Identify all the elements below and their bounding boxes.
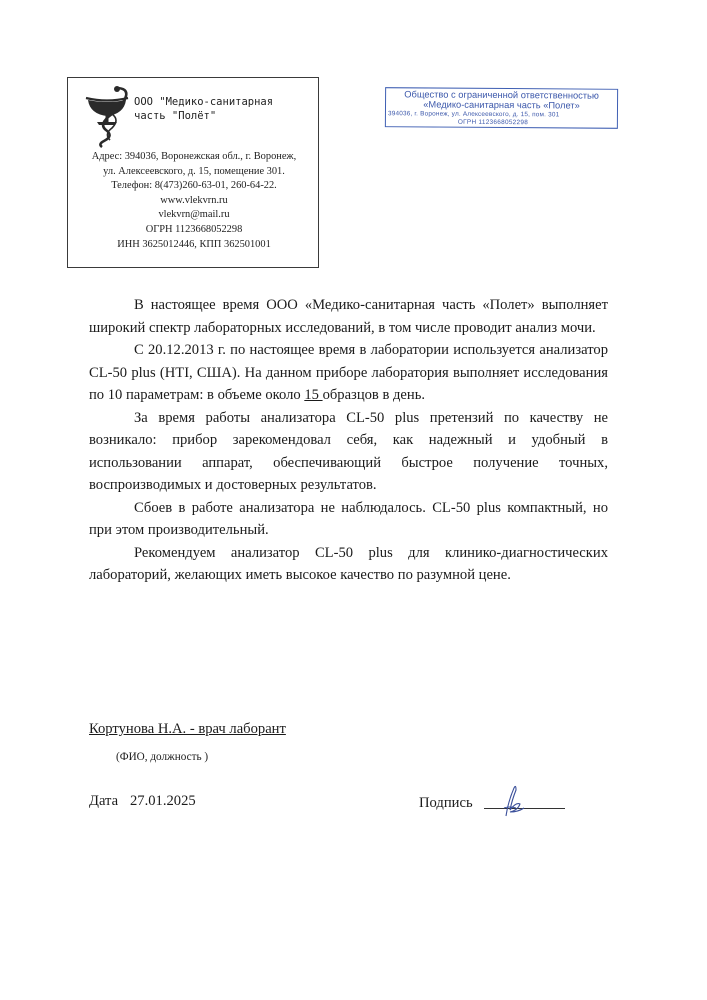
letter-body [89,294,608,587]
paragraph-4: Сбоев в работе анализатора не наблюдалось. CL-50 plus компактный, но при этом производительный. [89,499,608,538]
address-line-2: ул. Алексеевского, д. 15, помещение 301. [103,165,285,177]
email: vlekvrn@mail.ru [158,209,230,221]
stamp-line-2: «Медико-санитарная часть «Полет» [423,99,580,111]
stamp-line-1: Общество с ограниченной ответственностью [404,89,599,101]
letterhead-block [67,77,319,268]
signature-label: Подпись [419,795,473,811]
handwritten-signature [496,778,528,822]
signer-name: Кортунова Н.А. - врач лаборант [89,721,286,737]
inn-kpp: ИНН 3625012446, КПП 362501001 [117,238,271,250]
address-line-1: Адрес: 394036, Воронежская обл., г. Воронеж, [91,151,297,162]
paragraph-2-start: С 20.12.2013 г. по настоящее время в лаборатории используется анализатор CL-50 plus (HTI, США). На данном приборе лаборатория выполняет исследования по 10 параметрам: в объеме около [89,342,608,403]
phone-numbers: Телефон: 8(473)260-63-01, 260-64-22. [111,180,277,192]
date-label: Дата [89,793,119,809]
paragraph-2-end: образцов в день. [322,387,426,403]
organization-name [134,95,314,123]
paragraph-1: В настоящее время ООО «Медико-санитарная часть «Полет» выполняет широкий спектр лабораторных исследований, в том числе проводит анализ мочи. [89,297,608,336]
stamp-line-3: 394036, г. Воронеж, ул. Алексеевского, д. 15, пом. 301 [387,110,560,119]
date-value: 27.01.2025 [130,793,196,809]
signer-caption: (ФИО, должность ) [116,751,209,763]
contact-details [72,150,316,252]
bowl-of-hygieia-logo-icon [82,84,132,148]
website: www.vlekvrn.ru [160,194,228,206]
org-name-line-2: часть "Полёт" [134,110,217,122]
paragraph-2 [89,339,608,407]
paragraph-3: За время работы анализатора CL-50 plus претензий по качеству не возникало: прибор зарекомендовал себя, как надежный и удобный в использовании аппарат, обеспечивающий быстрое получение точных, воспроизводимых и достоверных результатов. [89,409,608,493]
org-name-line-1: ООО "Медико-санитарная [134,96,274,108]
ogrn: ОГРН 1123668052298 [145,223,243,235]
sample-count: 15 [304,387,323,403]
stamp-line-4: ОГРН 1123668052298 [457,118,529,127]
paragraph-5: Рекомендуем анализатор CL-50 plus для клинико-диагностических лабораторий, желающих иметь высокое качество по разумной цене. [89,544,608,583]
organization-stamp [385,87,618,129]
